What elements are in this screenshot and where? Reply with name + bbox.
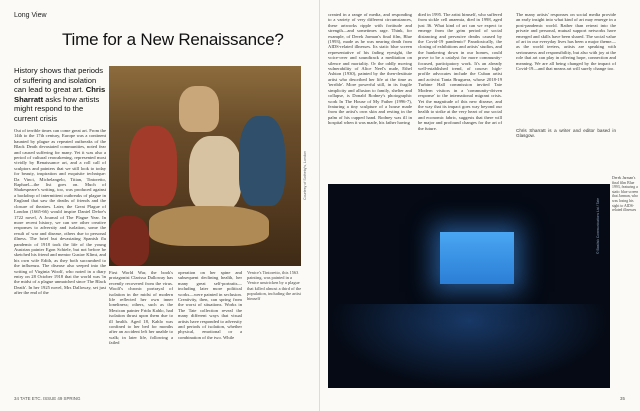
right-column-2: died in 1995. The artist himself, who suffered from sickle cell anaemia, died in 1998, aged just 36. What kind of art can we expect to emerge from the grim period of social distancing and pervasive deaths caused by the Covid-19 pandemic? Paradoxically, the closing of exhibitions and artists' studios, and the hunkering down in our homes, could prove to be a catalyst for more community-focused, participatory work. It's an already well-established trend, of course: high-profile advocates include the Cuban artist and activist Tania Bruguera, whose 2018-19 Turbine Hall commission invited Tate Modern visitors in a 'community-driven response' to the international migrant crisis. Yet the magnitude of this new disease, and the way that its impact goes way beyond our health to strike at the very heart of our social and economic fabric, suggests that there will be major and profound changes for the art of the future. [418,12,502,131]
renaissance-painting [109,66,301,266]
body-column-1: Out of terrible times can come great art. From the 14th to the 17th century, Europe was a continent haunted by plague as repeated outbreaks of the Black Death devastated communities, noted fear and caused suffering for many. Yet it was also a period of cultural reawakening, represented most vividly by Renaissance art, and a roll call of sculptors and painters that we still look to today for beauty, inspiration and exquisite technique: Da Vinci, Michelangelo, Titian, Tintoretto, Raphael—the list goes on. Much of Shakespeare's writing, too, was produced against a backdrop of intermittent outbreaks of plague in England that saw the deaths of friends and the closure of theatres. Later, the Great Plague of London (1665-66) would inspire Daniel Defoe's 1722 novel, A Journal of The Plague Year. In more recent history, we can see other creative responses to adversity and isolation, some the result of war and disease, others due to personal illness. The brief but devastating Spanish flu pandemic of 1918 took the life of the young Austrian painter Egon Schiele, but not before he sketched his friend and mentor Gustav Klimt, and his own wife Edith, as they both succumbed to the influenza. The disease also seeped into the writing of Virginia Woolf, who noted in a diary entry on 28 October 1918 that the world was 'in the midst of a plague unmatched since The Black Death'. In her 1925 novel, Mrs Dalloway, set just after the end of the [14,128,106,296]
blue-screen-photo [328,184,610,388]
standfirst-lead: History shows that periods of suffering and isolation can lead to great art. [14,66,104,95]
floor-glow [328,304,610,388]
angel-figure [179,86,219,132]
author-note: Chris Sharratt is a writer and editor based in Glasgow. [516,128,616,139]
standfirst-author: Chris Sharratt [14,85,106,104]
reclining-figure [149,206,269,246]
section-label: Long View [14,12,47,19]
body-column-2: First World War, the book's protagonist Clarissa Dalloway has recently recovered from the virus. Woolf's chronic portrayal of isolation in the midst of modern life reflected her own inner loneliness; others, such as the Mexican painter Frida Kahlo, had isolation thrust upon them due to ill health. Aged 18, Kahlo was confined to her bed for months after an accident left her unable to walk; in later life, following a failed [109,270,173,346]
blue-robed-figure [239,116,285,206]
right-page [320,0,640,411]
body-column-3: operation on her spine and subsequent declining health, her many great self-portraits—including later more political works—were painted in seclusion. Creativity, then, can spring from the worst of situations. Works in The Tate collection reveal the many different ways that visual artists have responded to adversity and periods of isolation, whether physical, emotional or a combination of the two. While [178,270,242,340]
red-robed-figure [129,126,177,206]
photo-credit: © Basilisk Communications Ltd / Tate [596,198,600,254]
central-figure [189,136,241,210]
standfirst-tail: asks how artists might respond to the current crisis [14,94,100,123]
left-folio: 34 TATE ETC. ISSUE 49 SPRING [14,396,81,401]
standfirst [14,66,106,124]
right-column-3: The many artists' responses on social media provide an early insight into what kind of art may emerge in a post-pandemic world. Rather than retreat into the private and personal, mutual support networks have emerged and skills have been shared. The social value of art in our everyday lives has been a major theme—as the world teeters, artists are speaking with seriousness and responsibility, but also with joy at the role that art can play in offering hope, connection and meaning. We are all being changed by the impact of Covid-19—and that means art will surely change too. [516,12,616,72]
article-title: Time for a New Renaissance? [62,30,284,49]
blue-screen [440,232,514,284]
painting-caption: Venice's Tintoretto, this 1563 painting, was painted in a Venice unstricken by a plague that killed almost a third of the population, including the artist himself [247,270,302,302]
photo-caption: Derek Jarman's final film Blue 1993, featuring a static blue screen that Jarman, who was losing his sight to AIDS-related illnesses [612,176,639,213]
painting-credit: Courtesy of Sotheby's, London [303,150,307,200]
right-column-1: created in a range of media, and responding to a variety of very different circumstances, these artworks ripple with fortitude and strength—and sometimes rage. Think, for example, of Derek Jarman's final film, Blue (1993), made as he was nearing death from AIDS-related illnesses. Its static blue screen representative of his fading eyesight, the voice-over and soundtrack a meditation on silence and mortality. Or the oddly moving vulnerability of Alice Neel's nude, Ethel Ashton (1930), painted by the then-destitute artist who described her life at the time as 'terrible'. More powerful still, in its fragile simplicity and allusion to family, shelter and collapse, is Donald Rodney's photographic work In The House of My Father (1996-7), featuring a tiny sculpture of a house made from the artist's own skin and resting in the palm of his cupped hand. Rodney was ill in hospital when it was made, his father having [328,12,412,126]
right-folio: 35 [620,396,625,401]
kneeling-figure [109,216,149,266]
